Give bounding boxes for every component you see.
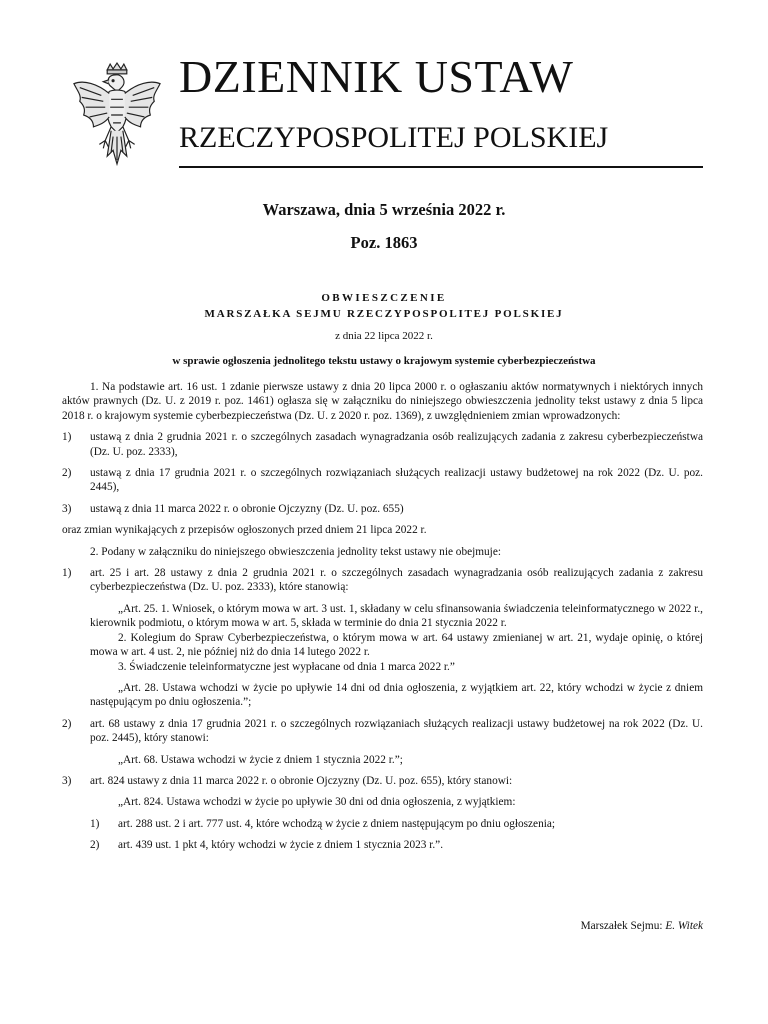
quoted-provision: 2. Kolegium do Spraw Cyberbezpieczeństwa, o którym mowa w art. 64 ustawy zmienianej w art. 21, wydaje opinię, o której mowa w art. 4 ust. 2, nie później niż do dnia 14 lutego 2022 r. xyxy=(90,631,703,659)
sub-list-item xyxy=(62,838,703,852)
list-item xyxy=(62,466,703,495)
list-text: ustawą z dnia 2 grudnia 2021 r. o szczególnych zasadach wynagradzania osób realizujących zadania z zakresu cyberbezpieczeństwa (Dz. U. poz. 2333), xyxy=(90,431,703,458)
list-number: 3) xyxy=(62,774,72,787)
signature-name: E. Witek xyxy=(665,920,703,932)
gazette-subtitle: RZECZYPOSPOLITEJ POLSKIEJ xyxy=(179,121,609,154)
quoted-provision: „Art. 824. Ustawa wchodzi w życie po upływie 30 dni od dnia ogłoszenia, z wyjątkiem: xyxy=(118,796,516,809)
sub-list-item xyxy=(62,817,703,831)
list-number: 2) xyxy=(62,467,72,480)
list-item xyxy=(62,774,703,788)
signature xyxy=(400,920,703,932)
list-text: ustawą z dnia 17 grudnia 2021 r. o szczególnych rozwiązaniach służących realizacji ustawy budżetowej na rok 2022 (Dz. U. poz. 2445), xyxy=(90,467,703,494)
list-item xyxy=(62,717,703,746)
list-text: art. 439 ust. 1 pkt 4, który wchodzi w życie z dniem 1 stycznia 2023 r.”. xyxy=(118,839,444,852)
quoted-provision: „Art. 68. Ustawa wchodzi w życie z dniem 1 stycznia 2022 r.”; xyxy=(118,753,403,766)
quoted-provision: „Art. 28. Ustawa wchodzi w życie po upływie 14 dni od dnia ogłoszenia, z wyjątkiem art. 22, który wchodzi w życie z dniem następującym po dniu ogłoszenia.”; xyxy=(90,681,703,709)
document-body xyxy=(62,380,703,853)
list-number: 1) xyxy=(90,817,100,830)
notice-date: z dnia 22 lipca 2022 r. xyxy=(335,330,433,342)
list-text: art. 68 ustawy z dnia 17 grudnia 2021 r. o szczególnych rozwiązaniach służących realizacji ustawy budżetowej na rok 2022 (Dz. U. poz. 2445), który stanowi: xyxy=(90,717,703,745)
quoted-provision: 3. Świadczenie teleinformatyczne jest wypłacane od dnia 1 marca 2022 r.” xyxy=(118,660,455,673)
list-number: 3) xyxy=(62,502,72,515)
signature-label: Marszałek Sejmu: xyxy=(580,920,663,932)
position-number: Poz. 1863 xyxy=(350,233,418,252)
header-rule xyxy=(179,166,703,168)
list-text: art. 824 ustawy z dnia 11 marca 2022 r. o obronie Ojczyzny (Dz. U. poz. 655), który stanowi: xyxy=(90,774,513,787)
list-number: 2) xyxy=(90,839,100,852)
paragraph-1: 1. Na podstawie art. 16 ust. 1 zdanie pierwsze ustawy z dnia 20 lipca 2000 r. o ogłaszaniu aktów normatywnych i niektórych innych aktów prawnych (Dz. U. z 2019 r. poz. 1461) ogłasza się w załączniku do niniejszego obwieszczenia jednolity tekst ustawy z dnia 5 lipca 2018 r. o krajowym systemie cyberbezpieczeństwa (Dz. U. z 2020 r. poz. 1369), z uwzględnieniem zmian wprowadzonych: xyxy=(62,381,703,422)
list-number: 2) xyxy=(62,717,72,730)
place-date: Warszawa, dnia 5 września 2022 r. xyxy=(262,200,506,219)
list-number: 1) xyxy=(62,567,72,580)
gazette-title: DZIENNIK USTAW xyxy=(179,51,574,102)
list-text: ustawą z dnia 11 marca 2022 r. o obronie Ojczyzny (Dz. U. poz. 655) xyxy=(90,502,404,515)
notice-issuer: MARSZAŁKA SEJMU RZECZYPOSPOLITEJ POLSKIEJ xyxy=(204,308,564,320)
paragraph-2: 2. Podany w załączniku do niniejszego obwieszczenia jednolity tekst ustawy nie obejmuje: xyxy=(90,545,501,558)
polish-eagle-emblem-icon xyxy=(68,62,166,170)
list-text: art. 25 i art. 28 ustawy z dnia 2 grudnia 2021 r. o szczególnych zasadach wynagradzania osób realizujących zadania z zakresu cyberbezpieczeństwa (Dz. U. poz. 2333), które stanowią: xyxy=(90,567,703,594)
list-item xyxy=(62,566,703,595)
notice-subject: w sprawie ogłoszenia jednolitego tekstu ustawy o krajowym systemie cyberbezpieczeństwa xyxy=(172,355,596,367)
list-item xyxy=(62,430,703,459)
list-text: art. 288 ust. 2 i art. 777 ust. 4, które wchodzą w życie z dniem następującym po dniu ogłoszenia; xyxy=(118,817,556,830)
list-continuation: oraz zmian wynikających z przepisów ogłoszonych przed dniem 21 lipca 2022 r. xyxy=(62,524,427,537)
list-number: 1) xyxy=(62,431,72,444)
list-item xyxy=(62,502,703,516)
quoted-provision: „Art. 25. 1. Wniosek, o którym mowa w art. 3 ust. 1, składany w celu sfinansowania świadczenia teleinformatycznego w 2022 r., kierownik podmiotu, o którym mowa w art. 5, składa w terminie do dnia 21 stycznia 2022 r. xyxy=(90,602,703,630)
notice-heading: OBWIESZCZENIE xyxy=(321,292,447,304)
